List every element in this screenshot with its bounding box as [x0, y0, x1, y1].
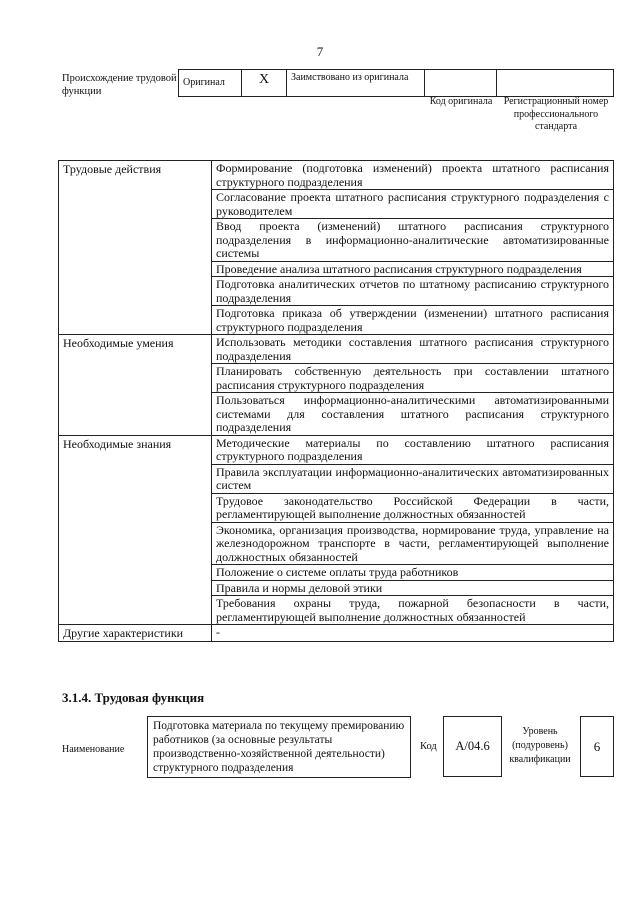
- section-title: 3.1.4. Трудовая функция: [62, 690, 205, 705]
- section-label: Другие характеристики: [59, 625, 212, 642]
- function-name-label: Наименование: [62, 744, 125, 755]
- table-cell: Подготовка приказа об утверждении (изменении) штатного расписания структурного подразделения: [212, 306, 614, 335]
- origin-row: [178, 69, 614, 97]
- table-cell: Подготовка аналитических отчетов по штатному расписанию структурного подразделения: [212, 277, 614, 306]
- code-value: А/04.6: [443, 716, 502, 777]
- table-cell: Согласование проекта штатного расписания структурного подразделения с руководителем: [212, 190, 614, 219]
- origin-label: Происхождение трудовой функции: [62, 73, 177, 97]
- table-cell: -: [212, 625, 614, 642]
- table-cell: Экономика, организация производства, нормирование труда, управление на железнодорожном транспорте в части, регламентирующей выполнение должностных обязанностей: [212, 522, 614, 565]
- table-cell: Формирование (подготовка изменений) проекта штатного расписания структурного подразделения: [212, 161, 614, 190]
- original-mark: X: [242, 70, 287, 96]
- table-cell: Методические материалы по составлению штатного расписания структурного подразделения: [212, 435, 614, 464]
- table-row: [59, 161, 614, 190]
- table-row: [59, 625, 614, 642]
- table-cell: Планировать собственную деятельность при составлении штатного расписания структурного подразделения: [212, 364, 614, 393]
- registration-caption: Регистрационный номер профессионального стандарта: [503, 96, 609, 132]
- original-label: Оригинал: [179, 70, 242, 96]
- qualification-level-label: Уровень (подуровень) квалификации: [509, 726, 571, 765]
- table-cell: Пользоваться информационно-аналитическими автоматизированными системами для составления штатного расписания структурного подразделения: [212, 393, 614, 436]
- table-cell: Правила эксплуатации информационно-аналитических автоматизированных систем: [212, 464, 614, 493]
- table-cell: Использовать методики составления штатного расписания структурного подразделения: [212, 335, 614, 364]
- section-label: Необходимые знания: [59, 435, 212, 625]
- code-caption: Код оригинала: [429, 96, 493, 107]
- page-number: 7: [316, 44, 324, 59]
- borrowed-label: Заимствовано из оригинала: [287, 70, 425, 96]
- original-code-cell: [425, 70, 497, 96]
- table-cell: Трудовое законодательство Российской Федерации в части, регламентирующей выполнение должностных обязанностей: [212, 493, 614, 522]
- table-cell: Ввод проекта (изменений) штатного расписания структурного подразделения в информационно-аналитические автоматизированные системы: [212, 219, 614, 262]
- section-label: Необходимые умения: [59, 335, 212, 436]
- table-cell: Проведение анализа штатного расписания структурного подразделения: [212, 261, 614, 277]
- section-label: Трудовые действия: [59, 161, 212, 335]
- table-row: [59, 435, 614, 464]
- registration-number-cell: [497, 70, 613, 96]
- labor-function-table: [58, 160, 614, 642]
- table-cell: Положение о системе оплаты труда работников: [212, 565, 614, 581]
- function-name-value: Подготовка материала по текущему премированию работников (за основные результаты производственно-хозяйственной деятельности) структурного подразделения: [147, 716, 411, 778]
- qualification-level-value: 6: [580, 716, 614, 777]
- table-cell: Правила и нормы деловой этики: [212, 580, 614, 596]
- table-cell: Требования охраны труда, пожарной безопасности в части, регламентирующей выполнение должностных обязанностей: [212, 596, 614, 625]
- code-label: Код: [420, 741, 437, 752]
- table-row: [59, 335, 614, 364]
